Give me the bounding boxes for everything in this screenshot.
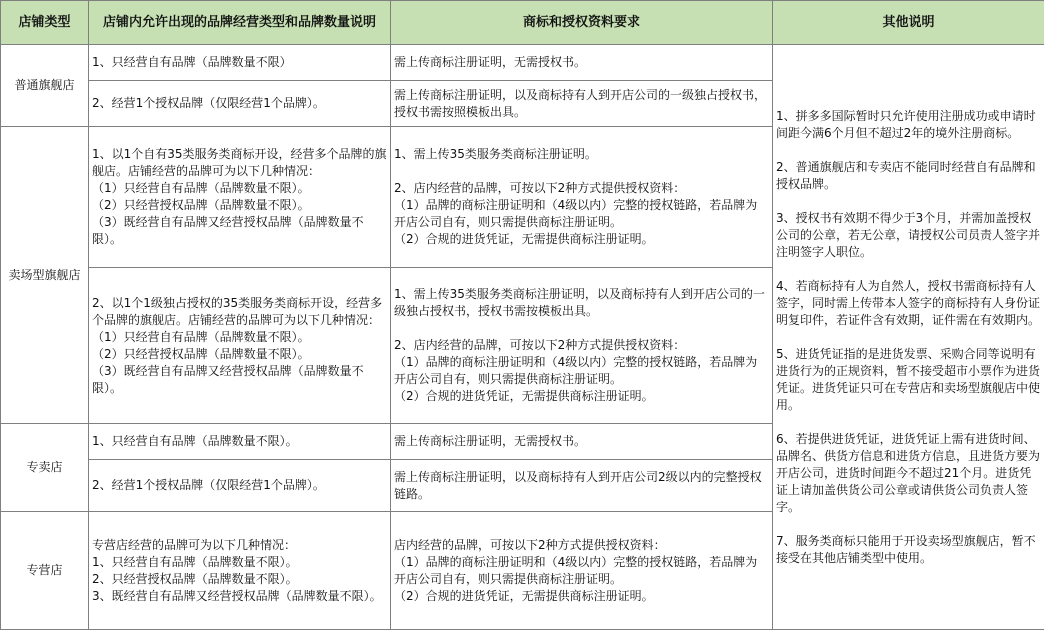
header-row [1, 1, 1044, 45]
brand-rule-text: 2、以1个1级独占授权的35类服务类商标开设，经营多个品牌的旗舰店。店铺经营的品牌可为以下几种情况： （1）只经营自有品牌（品牌数量不限）。 （2）只经营授权品牌（品牌数量不限）。 （3）既经营自有品牌又经营授权品牌（品牌数量不限）。 [92, 295, 383, 395]
other-notes-text: 1、拼多多国际暂时只允许使用注册成功或申请时间距今满6个月但不超过2年的境外注册商标。 2、普通旗舰店和专卖店不能同时经营自有品牌和授权品牌。 3、授权书有效期不得少于3个月，并需加盖授权公司的公章，若无公章，请授权公司员责人签字并注明签字人职位。 4、若商标持有人为自然人，授权书需商标持有人签字，同时需上传带本人签字的商标持有人身份证明复印件，若证件含有效期，证件需在有效期内。 5、进货凭证指的是进货发票、采购合同等说明有进货行为的正规资料，暂不接受超市小票作为进货凭证。进货凭证只可在专营店和卖场型旗舰店中使用。 6、若提供进货凭证，进货凭证上需有进货时间、品牌名、供货方信息和进货方信息，且进货方要为开店公司，进货时间距今不超过21个月。进货凭证上请加盖供货公司公章或请供货公司负责人签字。 7、服务类商标只能用于开设卖场型旗舰店，暂不接受在其他店铺类型中使用。 [776, 108, 1041, 565]
brand-rule-text: 2、经营1个授权品牌（仅限经营1个品牌）。 [92, 478, 325, 492]
store-type-mall-flagship: 卖场型旗舰店 [1, 127, 89, 424]
table-row [1, 45, 1044, 81]
requirement-cell [391, 512, 773, 630]
brand-rule-text: 专营店经营的品牌可为以下几种情况： 1、只经营自有品牌（品牌数量不限）。 2、只经营授权品牌（品牌数量不限）。 3、既经营自有品牌又经营授权品牌（品牌数量不限）。 [92, 537, 382, 603]
brand-rule-text: 1、只经营自有品牌（品牌数量不限）。 [92, 434, 298, 448]
requirement-cell [391, 81, 773, 127]
requirement-text: 需上传商标注册证明，以及商标持有人到开店公司2级以内的完整授权链路。 [394, 469, 762, 501]
requirement-cell [391, 424, 773, 460]
requirement-text: 店内经营的品牌，可按以下2种方式提供授权资料： （1）品牌的商标注册证明和（4级以内）完整的授权链路，若品牌为开店公司自有，则只需提供商标注册证明。 （2）合规的进货凭证，无需提供商标注册证明。 [394, 537, 758, 603]
header-other-notes: 其他说明 [773, 1, 1044, 45]
brand-rule-cell [89, 268, 391, 424]
brand-rule-cell [89, 424, 391, 460]
brand-rule-text: 1、只经营自有品牌（品牌数量不限） [92, 55, 292, 69]
store-type-specialty: 专营店 [1, 512, 89, 630]
store-type-exclusive: 专卖店 [1, 424, 89, 512]
brand-rule-cell [89, 460, 391, 512]
requirement-text: 1、需上传35类服务类商标注册证明，以及商标持有人到开店公司的一级独占授权书，授权书需按模板出具。 2、店内经营的品牌，可按以下2种方式提供授权资料： （1）品牌的商标注册证明和（4级以内）完整的授权链路，若品牌为开店公司自有，则只需提供商标注册证明。 （2）合规的进货凭证，无需提供商标注册证明。 [394, 287, 765, 403]
brand-rule-text: 2、经营1个授权品牌（仅限经营1个品牌）。 [92, 96, 325, 110]
other-notes-cell [773, 45, 1044, 630]
brand-rule-cell [89, 81, 391, 127]
requirement-cell [391, 45, 773, 81]
requirement-text: 1、需上传35类服务类商标注册证明。 2、店内经营的品牌，可按以下2种方式提供授权资料： （1）品牌的商标注册证明和（4级以内）完整的授权链路，若品牌为开店公司自有，则只需提供商标注册证明。 （2）合规的进货凭证，无需提供商标注册证明。 [394, 147, 758, 246]
header-allowed-brands: 店铺内允许出现的品牌经营类型和品牌数量说明 [89, 1, 391, 45]
requirement-cell [391, 460, 773, 512]
header-store-type: 店铺类型 [1, 1, 89, 45]
requirement-text: 需上传商标注册证明，无需授权书。 [394, 55, 587, 69]
brand-rule-cell [89, 45, 391, 81]
brand-rule-cell [89, 512, 391, 630]
requirement-text: 需上传商标注册证明，无需授权书。 [394, 434, 587, 448]
requirement-text: 需上传商标注册证明，以及商标持有人到开店公司的一级独占授权书，授权书需按照模板出具。 [394, 87, 767, 119]
requirement-cell [391, 127, 773, 268]
store-type-flagship: 普通旗舰店 [1, 45, 89, 127]
requirement-cell [391, 268, 773, 424]
header-trademark-requirements: 商标和授权资料要求 [391, 1, 773, 45]
brand-rule-cell [89, 127, 391, 268]
brand-rule-text: 1、以1个自有35类服务类商标开设，经营多个品牌的旗舰店。店铺经营的品牌可为以下几种情况： （1）只经营自有品牌（品牌数量不限）。 （2）只经营授权品牌（品牌数量不限）。 （3）既经营自有品牌又经营授权品牌（品牌数量不限）。 [92, 147, 387, 246]
